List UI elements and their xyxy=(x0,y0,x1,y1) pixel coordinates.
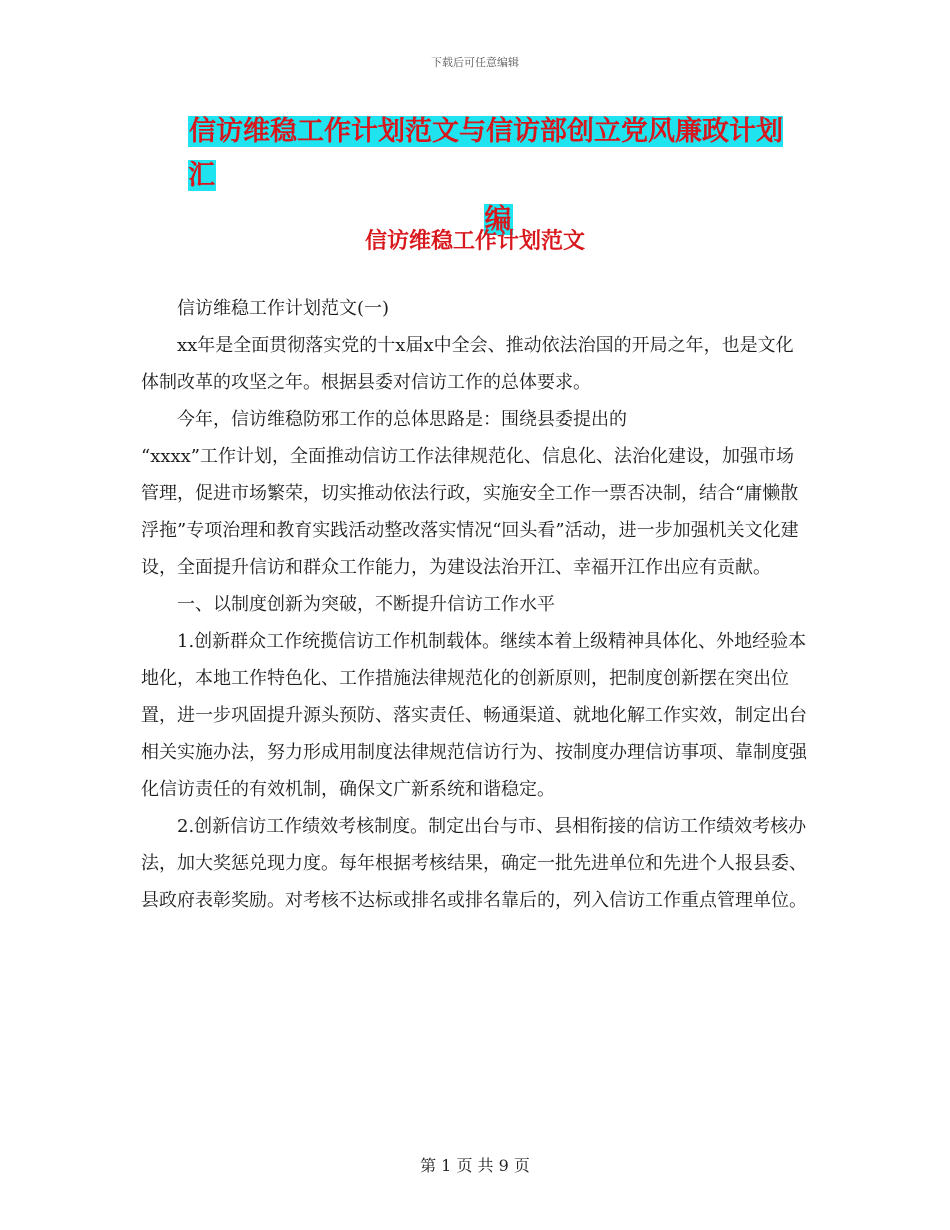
paragraph: 今年，信访维稳防邪工作的总体思路是：围绕县委提出的 xyxy=(177,409,627,430)
document-body xyxy=(141,290,811,919)
paragraph: 2.创新信访工作绩效考核制度。制定出台与市、县相衔接的信访工作绩效考核办法，加大奖惩兑现力度。每年根据考核结果，确定一批先进单位和先进个人报县委、县政府表彰奖励。对考核不达标或排名或排名靠后的，列入信访工作重点管理单位。 xyxy=(141,816,807,911)
paragraph: “xxxx”工作计划，全面推动信访工作法律规范化、信息化、法治化建设，加强市场管理，促进市场繁荣，切实推动依法行政，实施安全工作一票否决制，结合“庸懒散浮拖”专项治理和教育实践活动整改落实情况“回头看”活动，进一步加强机关文化建设，全面提升信访和群众工作能力，为建设法治开江、幸福开江作出应有贡献。 xyxy=(141,446,799,578)
paragraph-heading: 一、以制度创新为突破，不断提升信访工作水平 xyxy=(177,594,555,615)
header-note: 下载后可任意编辑 xyxy=(431,56,519,69)
paragraph-subtitle: 信访维稳工作计划范文(一) xyxy=(177,298,390,319)
title-line-1: 信访维稳工作计划范文与信访部创立党风廉政计划汇 xyxy=(188,116,783,191)
section-title: 信访维稳工作计划范文 xyxy=(364,229,585,254)
page-footer: 第 1 页 共 9 页 xyxy=(420,1156,530,1175)
document-title xyxy=(188,110,808,242)
paragraph: xx年是全面贯彻落实党的十x届x中全会、推动依法治国的开局之年，也是文化体制改革的攻坚之年。根据县委对信访工作的总体要求。 xyxy=(141,335,794,393)
title-line-2: 编 xyxy=(484,204,512,235)
paragraph: 1.创新群众工作统揽信访工作机制载体。继续本着上级精神具体化、外地经验本地化，本地工作特色化、工作措施法律规范化的创新原则，把制度创新摆在突出位置，进一步巩固提升源头预防、落实责任、畅通渠道、就地化解工作实效，制定出台相关实施办法，努力形成用制度法律规范信访行为、按制度办理信访事项、靠制度强化信访责任的有效机制，确保文广新系统和谐稳定。 xyxy=(141,631,807,800)
